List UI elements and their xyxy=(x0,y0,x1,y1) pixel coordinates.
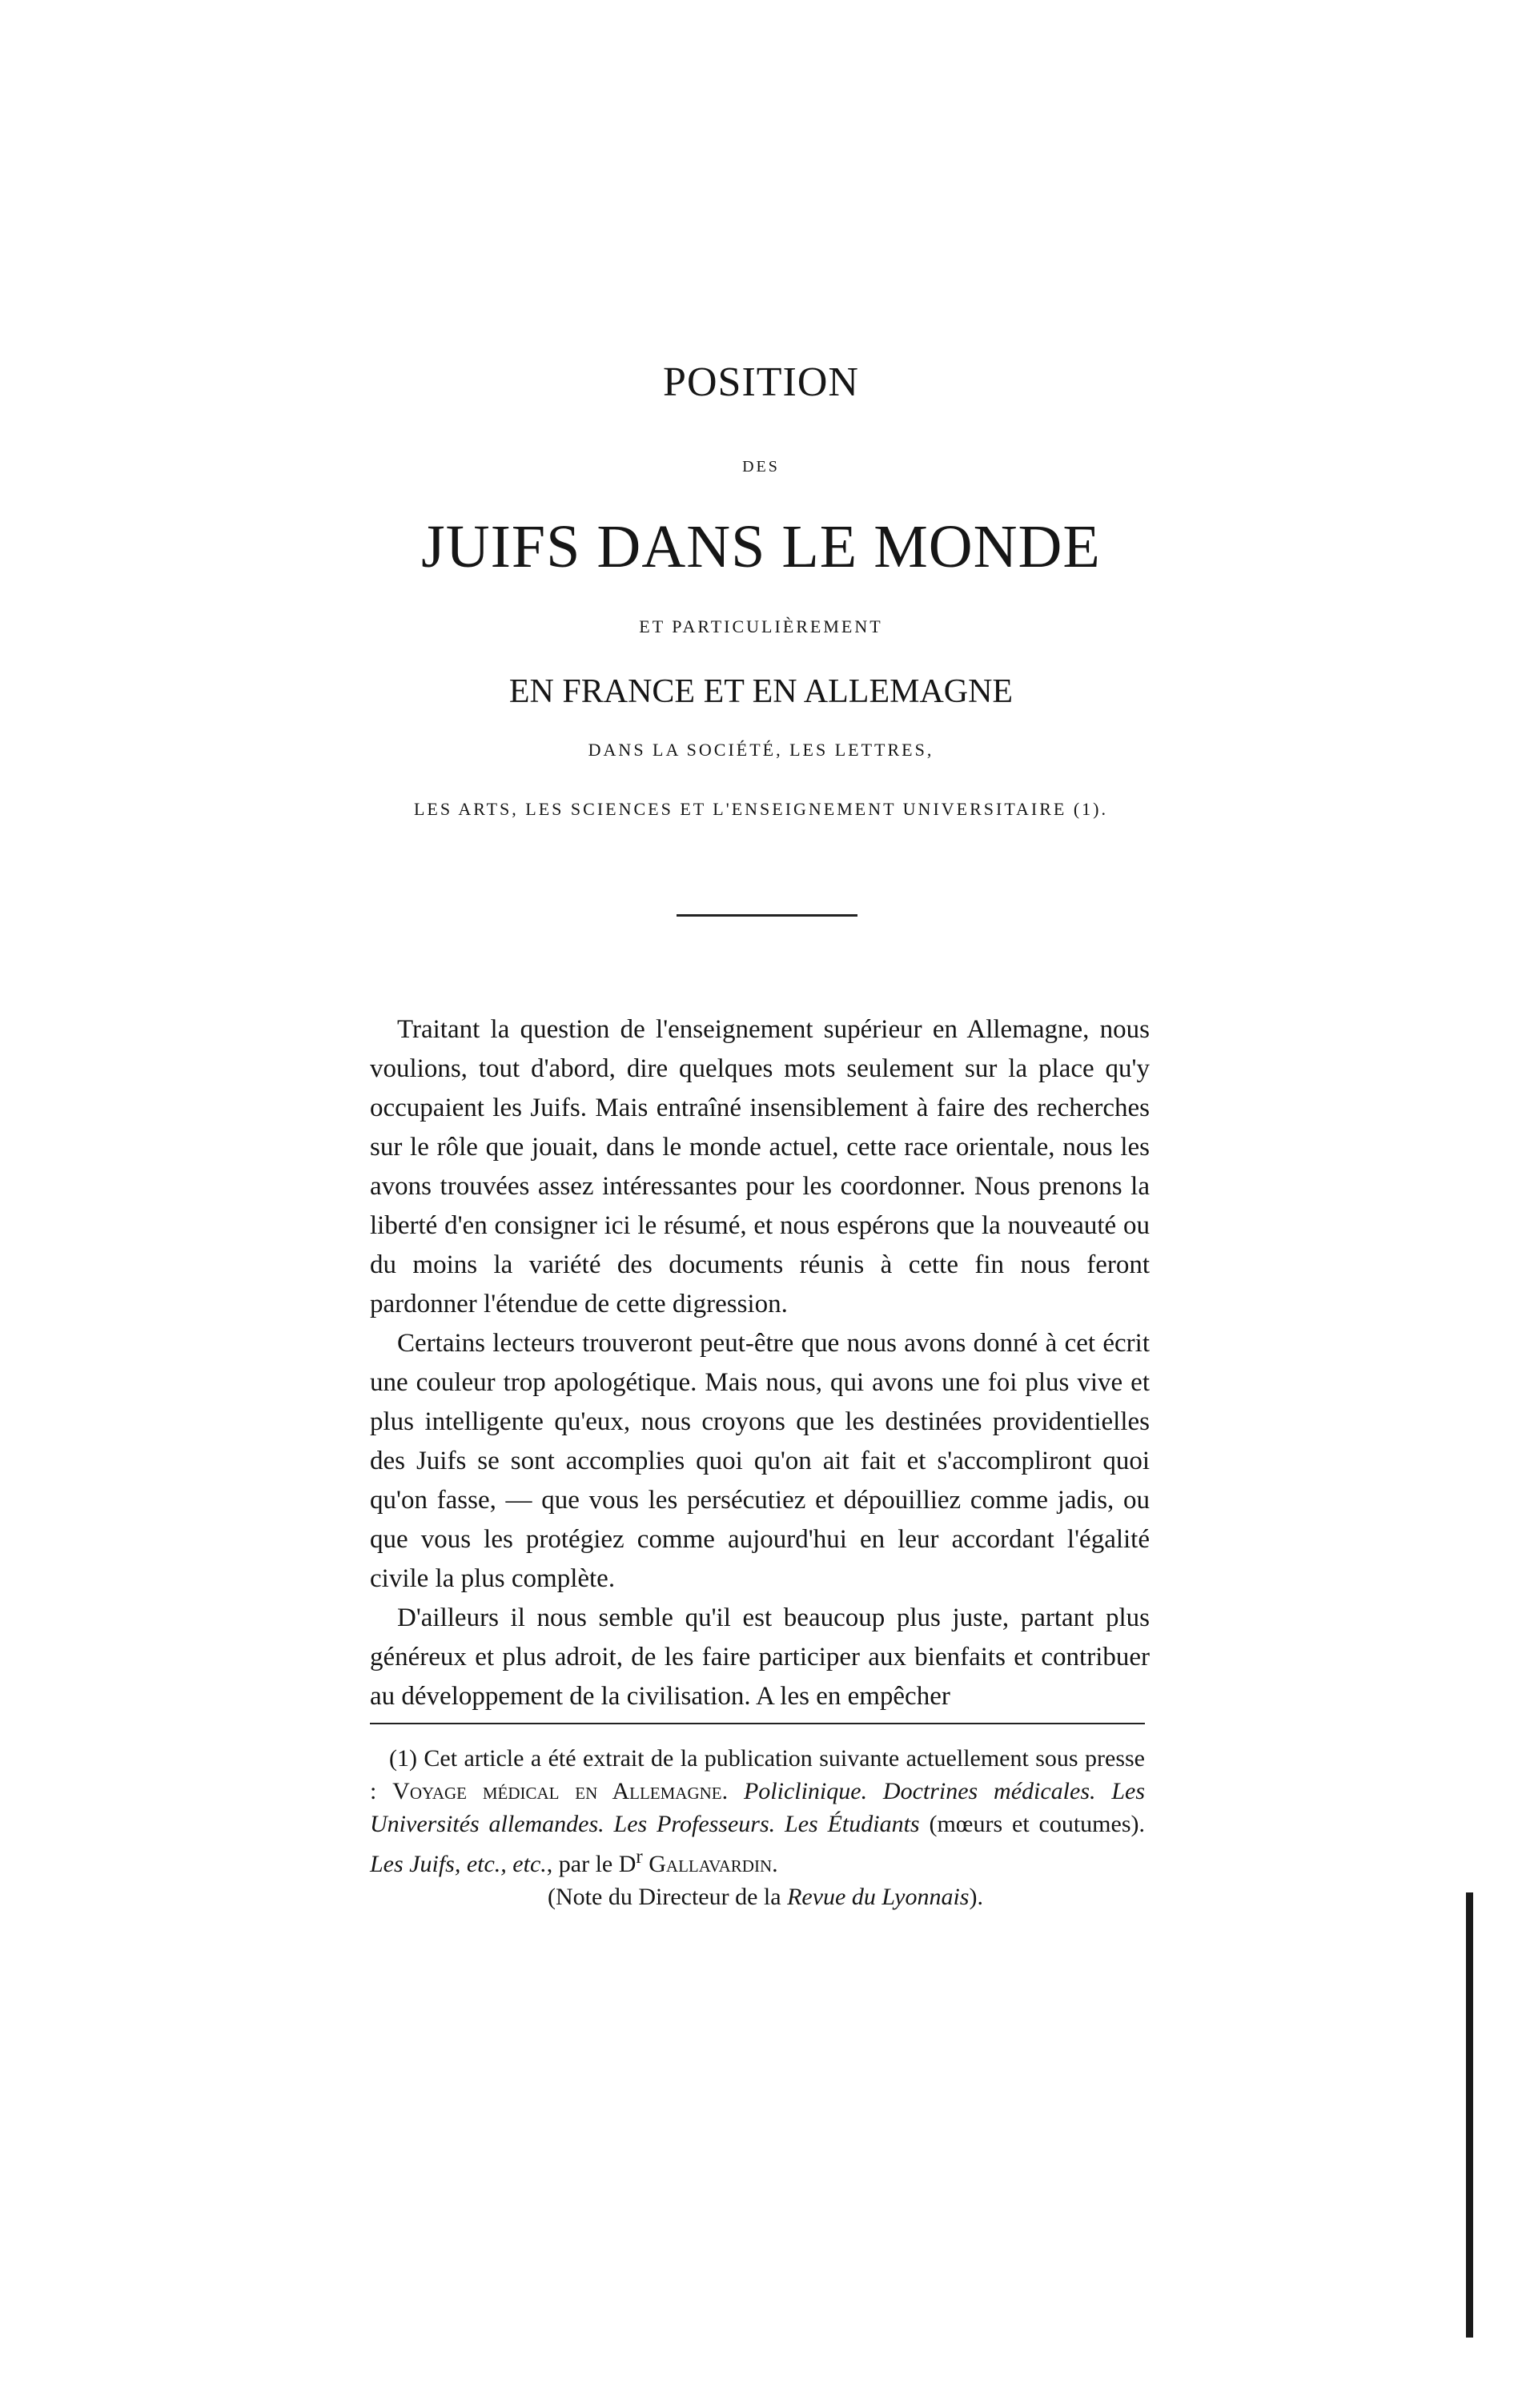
note-journal: Revue du Lyonnais xyxy=(787,1884,970,1910)
footnote-author: Gallavardin. xyxy=(649,1851,778,1877)
title-particulierement: ET PARTICULIÈREMENT xyxy=(639,616,883,636)
paragraph-3: D'ailleurs il nous semble qu'il est beaucoup plus juste, partant plus généreux et plus adroit, de les faire participer aux bienfaits et contribuer au développement de la civilisation. A les en empêcher xyxy=(370,1603,1150,1711)
footnote-editor-note xyxy=(370,1880,1145,1913)
note-open: (Note du Directeur de la xyxy=(548,1884,788,1910)
title-main: JUIFS DANS LE MONDE xyxy=(421,513,1101,580)
footnote-lead: (1) Cet article a été extrait de la publication suivante actuellement sous presse : xyxy=(370,1745,1145,1804)
footnote xyxy=(370,1742,1145,1913)
note-close: ). xyxy=(969,1884,983,1910)
footnote-subjects: Policlinique. Doctrines médicales. Les Universités allemandes. Les Professeurs. Les Étudiants xyxy=(370,1778,1146,1837)
footnote-dr-sup: r xyxy=(636,1846,643,1868)
title-divider xyxy=(677,914,857,917)
footnote-sep xyxy=(728,1778,744,1804)
footnote-book-title: Voyage médical en Allemagne. xyxy=(392,1778,729,1804)
subtitle-arts: LES ARTS, LES SCIENCES ET L'ENSEIGNEMENT UNIVERSITAIRE (1). xyxy=(413,799,1108,819)
footnote-text xyxy=(370,1742,1145,1880)
footnote-juifs: Les Juifs, etc., etc. xyxy=(370,1851,547,1877)
margin-bar xyxy=(1466,1892,1473,2338)
paragraph-2: Certains lecteurs trouveront peut-être que nous avons donné à cet écrit une couleur trop apologétique. Mais nous, qui avons une foi plus vive et plus intelligente qu'eux, nous croyons que les destinées providentielles des Juifs se sont accomplies quoi qu'on ait fait et s'accompliront quoi qu'on fasse, — que vous les persécutiez et dépouilliez comme jadis, ou que vous les protégiez comme aujourd'hui en leur accordant l'égalité civile la plus complète. xyxy=(370,1329,1150,1593)
paragraph-1: Traitant la question de l'enseignement supérieur en Allemagne, nous voulions, tout d'abord, dire quelques mots seulement sur la place qu'y occupaient les Juifs. Mais entraîné insensiblement à faire des recherches sur le rôle que jouait, dans le monde actuel, cette race orientale, nous les avons trouvées assez intéressantes pour les coordonner. Nous prenons la liberté d'en consigner ici le résumé, et nous espérons que la nouveauté ou du moins la variété des documents réunis à cette fin nous feront pardonner l'étendue de cette digression. xyxy=(370,1015,1150,1318)
footnote-by: , par le D xyxy=(546,1851,637,1877)
footnote-divider xyxy=(370,1723,1145,1724)
footnote-mid: (mœurs et coutumes). xyxy=(919,1811,1146,1837)
body-text xyxy=(370,1010,1150,1716)
subtitle-societe: DANS LA SOCIÉTÉ, LES LETTRES, xyxy=(588,740,934,760)
title-position: POSITION xyxy=(663,359,859,405)
title-des: DES xyxy=(742,458,780,476)
title-france-allemagne: EN FRANCE ET EN ALLEMAGNE xyxy=(508,673,1014,710)
